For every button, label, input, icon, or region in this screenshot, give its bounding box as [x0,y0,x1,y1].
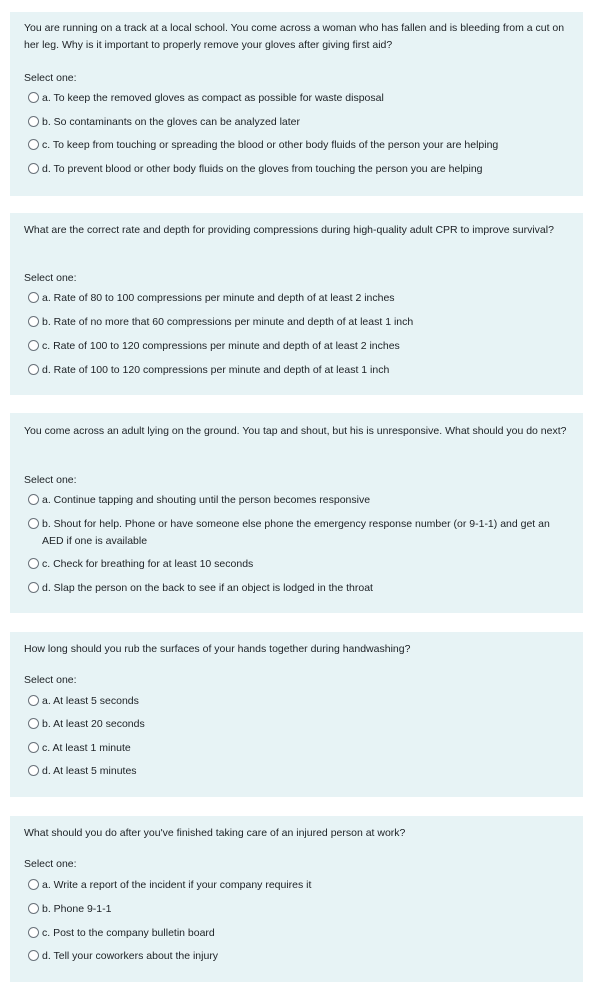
radio-button[interactable] [28,364,39,375]
question-card-5 [10,816,583,982]
question-text: You come across an adult lying on the ground. You tap and shout, but his is unresponsive. What should you do next? [24,425,567,437]
radio-button[interactable] [28,742,39,753]
select-one-label: Select one: [24,272,77,284]
radio-button[interactable] [28,92,39,103]
radio-button[interactable] [28,139,39,150]
select-one-label: Select one: [24,72,77,84]
option-label[interactable]: d. At least 5 minutes [42,765,137,777]
option-label[interactable]: c. Rate of 100 to 120 compressions per minute and depth of at least 2 inches [42,340,400,352]
radio-button[interactable] [28,163,39,174]
radio-button[interactable] [28,116,39,127]
option-label[interactable]: d. To prevent blood or other body fluids on the gloves from touching the person you are helping [42,163,483,175]
radio-button[interactable] [28,903,39,914]
option-label[interactable]: b. Phone 9-1-1 [42,903,112,915]
option-label[interactable]: b. Shout for help. Phone or have someone else phone the emergency response number (or 9-1-1) and get an AED if one is available [42,518,550,547]
option-label[interactable]: b. So contaminants on the gloves can be analyzed later [42,116,300,128]
select-one-label: Select one: [24,858,77,870]
question-card-3 [10,413,583,613]
option-label[interactable]: a. At least 5 seconds [42,695,139,707]
select-one-label: Select one: [24,674,77,686]
question-text: What are the correct rate and depth for providing compressions during high-quality adult CPR to improve survival? [24,224,554,236]
radio-button[interactable] [28,292,39,303]
option-label[interactable]: a. Write a report of the incident if your company requires it [42,879,312,891]
radio-button[interactable] [28,927,39,938]
radio-button[interactable] [28,582,39,593]
option-label[interactable]: c. At least 1 minute [42,742,131,754]
question-card-2 [10,213,583,395]
radio-button[interactable] [28,340,39,351]
option-label[interactable]: c. To keep from touching or spreading the blood or other body fluids of the person your are helping [42,139,499,151]
question-text: You are running on a track at a local school. You come across a woman who has fallen and is bleeding from a cut on her leg. Why is it important to properly remove your gloves after giving first aid? [24,22,565,51]
radio-button[interactable] [28,316,39,327]
option-label[interactable]: a. Rate of 80 to 100 compressions per minute and depth of at least 2 inches [42,292,395,304]
option-label[interactable]: d. Tell your coworkers about the injury [42,950,219,962]
select-one-label: Select one: [24,474,77,486]
radio-button[interactable] [28,518,39,529]
option-label[interactable]: c. Post to the company bulletin board [42,927,215,939]
radio-button[interactable] [28,558,39,569]
option-label[interactable]: a. To keep the removed gloves as compact as possible for waste disposal [42,92,384,104]
question-text: How long should you rub the surfaces of your hands together during handwashing? [24,643,411,655]
option-label[interactable]: b. Rate of no more that 60 compressions per minute and depth of at least 1 inch [42,316,414,328]
radio-button[interactable] [28,765,39,776]
radio-button[interactable] [28,718,39,729]
radio-button[interactable] [28,695,39,706]
option-label[interactable]: c. Check for breathing for at least 10 seconds [42,558,254,570]
radio-button[interactable] [28,494,39,505]
radio-button[interactable] [28,879,39,890]
option-label[interactable]: d. Slap the person on the back to see if an object is lodged in the throat [42,582,373,594]
question-card-4 [10,632,583,797]
option-label[interactable]: d. Rate of 100 to 120 compressions per minute and depth of at least 1 inch [42,364,390,376]
radio-button[interactable] [28,950,39,961]
option-label[interactable]: a. Continue tapping and shouting until the person becomes responsive [42,494,371,506]
question-card-1 [10,12,583,196]
question-text: What should you do after you've finished taking care of an injured person at work? [24,827,406,839]
option-label[interactable]: b. At least 20 seconds [42,718,145,730]
